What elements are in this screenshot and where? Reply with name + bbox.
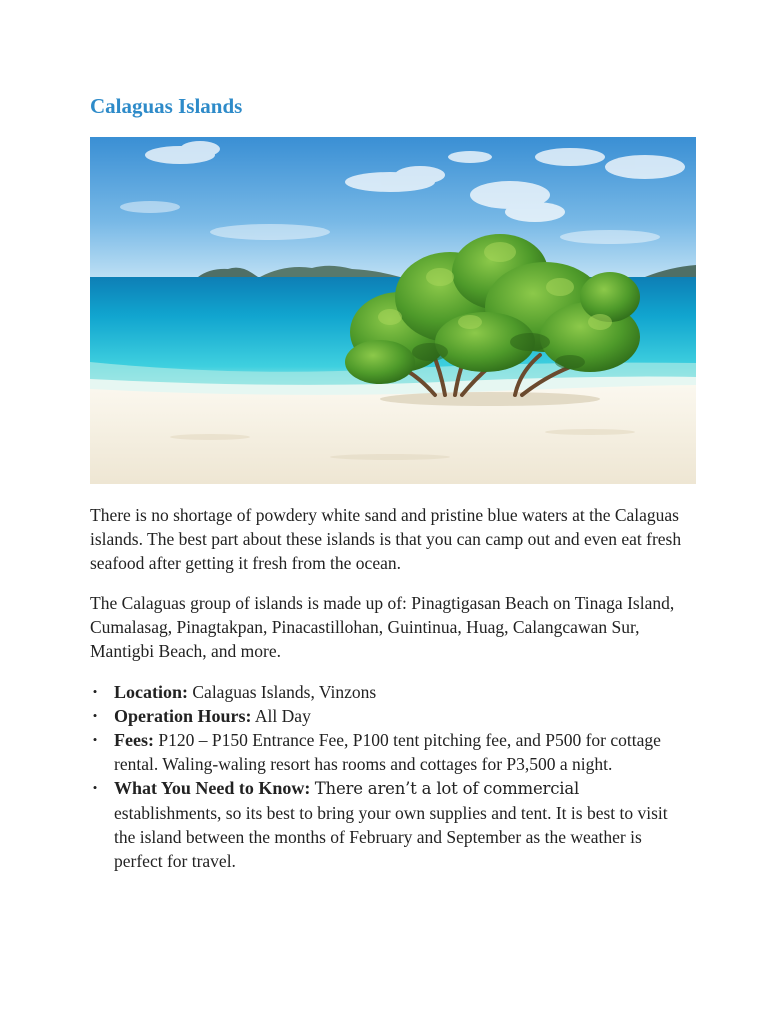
page-title: Calaguas Islands [90,94,243,118]
list-item [90,704,690,728]
list-item [90,776,690,873]
bullet-icon: • [92,732,98,747]
what-you-need-to-know-value: establishments, so its best to bring your own supplies and tent. It is best to visit the island between the months of February and September as the weather is perfect for travel. [114,803,668,871]
beach-photo [90,137,696,484]
details-list [90,680,690,873]
operation-hours-label: Operation Hours: [114,706,252,726]
bullet-icon: • [92,708,98,723]
bullet-icon: • [92,684,98,699]
location-value: Calaguas Islands, Vinzons [192,682,377,702]
what-you-need-to-know-lead: There aren’t a lot of commercial [314,779,580,798]
bullet-icon: • [92,780,98,795]
fees-label: Fees: [114,730,154,750]
intro-paragraph: There is no shortage of powdery white sand and pristine blue waters at the Calaguas islands. The best part about these islands is that you can camp out and even eat fresh seafood after getting it fresh from the ocean. [90,505,682,573]
fees-value: P120 – P150 Entrance Fee, P100 tent pitching fee, and P500 for cottage rental. Waling-waling resort has rooms and cottages for P3,500 a night. [114,730,661,774]
location-label: Location: [114,682,188,702]
operation-hours-value: All Day [254,706,311,726]
list-item [90,680,690,704]
list-item [90,728,690,776]
islands-paragraph: The Calaguas group of islands is made up of: Pinagtigasan Beach on Tinaga Island, Cumalasag, Pinagtakpan, Pinacastillohan, Guintinua, Huag, Calangcawan Sur, Mantigbi Beach, and more. [90,593,675,661]
what-you-need-to-know-label: What You Need to Know: [114,778,311,798]
